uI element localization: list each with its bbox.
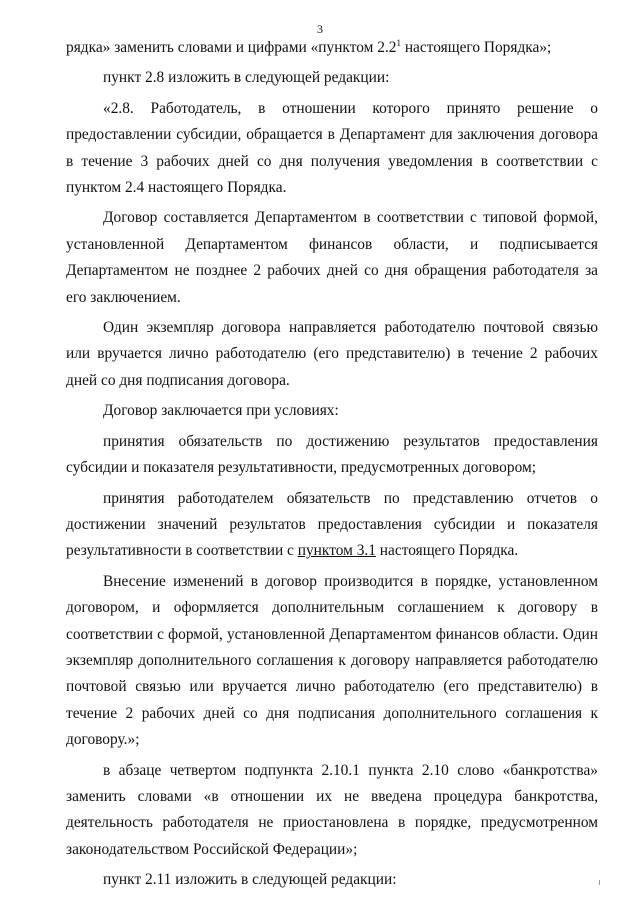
paragraph-text: настоящего Порядка.	[375, 542, 519, 560]
paragraph-continuation	[66, 35, 598, 61]
paragraph-bankruptcy: в абзаце четвертом подпункта 2.10.1 пункта 2.10 слово «банкротства» заменить словами «в отношении их не введена процедура банкротства, деятельность работодателя не приостановлена в порядке, предусмотренном законодательством Российской Федерации»;	[66, 761, 598, 858]
paragraph-contract-copy: Один экземпляр договора направляется работодателю почтовой связью или вручается лично работодателю (его представителю) в течение 2 рабочих дней со дня подписания договора.	[66, 319, 598, 389]
paragraph-text: рядка» заменить словами и цифрами «пунктом 2.2	[66, 39, 397, 56]
paragraph-contract-drafting: Договор составляется Департаментом в соответствии с типовой формой, установленной Департаментом финансов области, и подписывается Департаментом не позднее 2 рабочих дней со дня обращения работодателя за его заключением.	[66, 209, 598, 306]
paragraph-amendments: Внесение изменений в договор производится в порядке, установленном договором, и оформляется дополнительным соглашением к договору в соответствии с формой, установленной Департаментом финансов области. Один экземпляр дополнительного соглашения к договору направляется работодателю почтовой связью или вручается лично работодателю (его представителю) в течение 2 рабочих дней со дня подписания дополнительного соглашения к договору.»;	[66, 572, 598, 749]
paragraph-2-8-intro: пункт 2.8 изложить в следующей редакции:	[103, 69, 390, 87]
paragraph-text: настоящего Порядка»;	[400, 39, 552, 56]
paragraph-2-8: «2.8. Работодатель, в отношении которого принято решение о предоставлении субсидии, обращается в Департамент для заключения договора в течение 3 рабочих дней со дня получения уведомления в соответствии с пунктом 2.4 настоящего Порядка.	[66, 99, 598, 197]
page-number: 3	[317, 22, 323, 36]
paragraph-conditions: Договор заключается при условиях:	[103, 402, 339, 420]
superscript-footnote: 1	[396, 38, 401, 48]
scan-mark	[599, 880, 600, 885]
paragraph-condition-1: принятия обязательств по достижению результатов предоставления субсидии и показателя результативности, предусмотренных договором;	[66, 432, 598, 477]
link-point-3-1[interactable]: пунктом 3.1	[297, 542, 376, 560]
paragraph-text: принятия работодателем обязательств по представлению отчетов о достижении значений результатов предоставления субсидии и показателя результативности в соответствии с	[66, 489, 598, 560]
paragraph-2-11-intro: пункт 2.11 изложить в следующей редакции:	[103, 871, 397, 889]
paragraph-condition-2	[66, 486, 598, 565]
document-body	[66, 35, 598, 898]
